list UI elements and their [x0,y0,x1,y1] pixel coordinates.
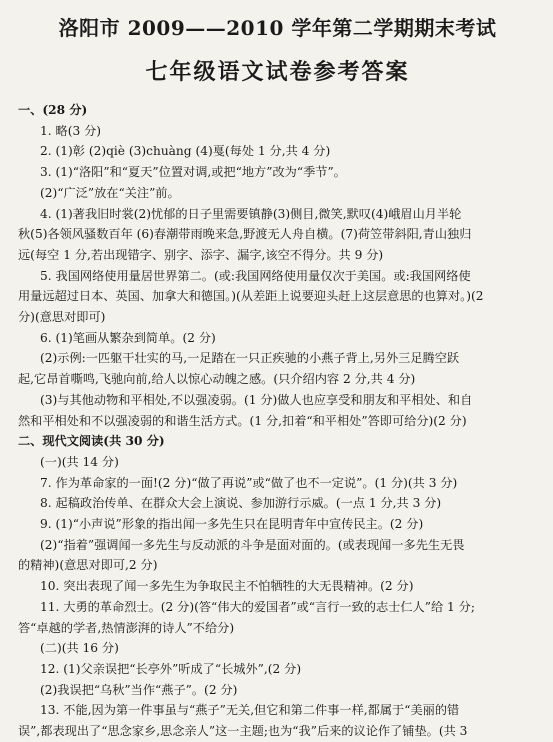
answer-line: 11. 大勇的革命烈士。(2 分)(答“伟大的爱国者”或“言行一致的志士仁人”给 1 分; [40,599,475,614]
answer-line: (2)我误把“乌秋”当作“燕子”。(2 分) [40,682,238,697]
answer-line: 4. (1)著我旧时裳(2)忧郁的日子里需要镇静(3)侧目,微笑,默叹(4)峨眉山月半轮 [40,206,462,221]
answer-line: 3. (1)“洛阳”和“夏天”位置对调,或把“地方”改为“季节”。 [40,165,346,180]
answer-line: 分)(意思对即可) [18,310,106,325]
answer-line: 12. (1)父亲误把“长亭外”听成了“长城外”,(2 分) [40,661,302,676]
answer-line: 8. 起稿政治传单、在群众大会上演说、参加游行示威。(一点 1 分,共 3 分) [40,496,442,511]
answer-line: (2)示例:一匹躯干壮实的马,一足踏在一只正疾驰的小燕子背上,另外三足腾空跃 [40,351,460,366]
answer-line: 5. 我国网络使用量居世界第二。(或:我国网络使用量仅次于美国。或:我国网络使 [40,268,471,283]
answer-line: 然和平相处和不以强凌弱的和谐生活方式。(1 分,扣着“和平相处”答即可给分)(2 分) [18,413,467,428]
section-heading: 二、现代文阅读(共 30 分) [18,434,165,449]
answer-line: 误”,都表现出了“思念家乡,思念亲人”这一主题;也为“我”后来的议论作了铺垫。(共 3 [18,724,468,739]
answer-line: (2)“指着”强调闻一多先生与反动派的斗争是面对面的。(或表现闻一多先生无畏 [40,537,465,552]
answer-key-title: 七年级语文试卷参考答案 [145,59,410,85]
answer-line: 10. 突出表现了闻一多先生为争取民主不怕牺牲的大无畏精神。(2 分) [40,579,414,594]
answer-body [18,100,537,742]
answer-line: 9. (1)“小声说”形象的指出闻一多先生只在昆明青年中宣传民主。(2 分) [40,517,424,532]
answer-line: (2)“广泛”放在“关注”前。 [40,185,180,200]
answer-line: (3)与其他动物和平相处,不以强凌弱。(1 分)做人也应享受和朋友和平相处、和自 [40,392,473,407]
exam-title: 洛阳市 2009——2010 学年第二学期期末考试 [58,16,497,40]
section-heading: 一、(28 分) [18,103,88,117]
answer-line: 秋(5)各领风骚数百年 (6)春潮带雨晚来急,野渡无人舟自横。(7)荷笠带斜阳,青山独归 [18,227,472,242]
answer-line: 远(每空 1 分,若出现错字、别字、添字、漏字,该空不得分。共 9 分) [18,247,384,262]
answer-line: 13. 不能,因为第一件事虽与“燕子”无关,但它和第二件事一样,都属于“美丽的错 [40,703,460,718]
answer-line: 6. (1)笔画从繁杂到简单。(2 分) [40,330,216,345]
answer-line: 7. 作为革命家的一面!(2 分)“做了再说”或“做了也不一定说”。(1 分)(共 3 分) [40,475,458,490]
answer-line: 1. 略(3 分) [40,123,102,138]
answer-line: 的精神)(意思对即可,2 分) [18,558,158,573]
answer-line: (一)(共 14 分) [40,454,119,469]
answer-line: (二)(共 16 分) [40,641,119,656]
answer-line: 用量远超过日本、英国、加拿大和德国。)(从差距上说要迎头赶上这层意思的也算对。)(2 [18,289,484,304]
answer-line: 2. (1)彰 (2)qiè (3)chuàng (4)戛(每处 1 分,共 4 分) [40,144,331,159]
answer-line: 起,它昂首嘶鸣,飞驰向前,给人以惊心动魄之感。(只介绍内容 2 分,共 4 分) [18,372,416,387]
answer-line: 答“卓越的学者,热情澎湃的诗人”不给分) [18,620,235,635]
